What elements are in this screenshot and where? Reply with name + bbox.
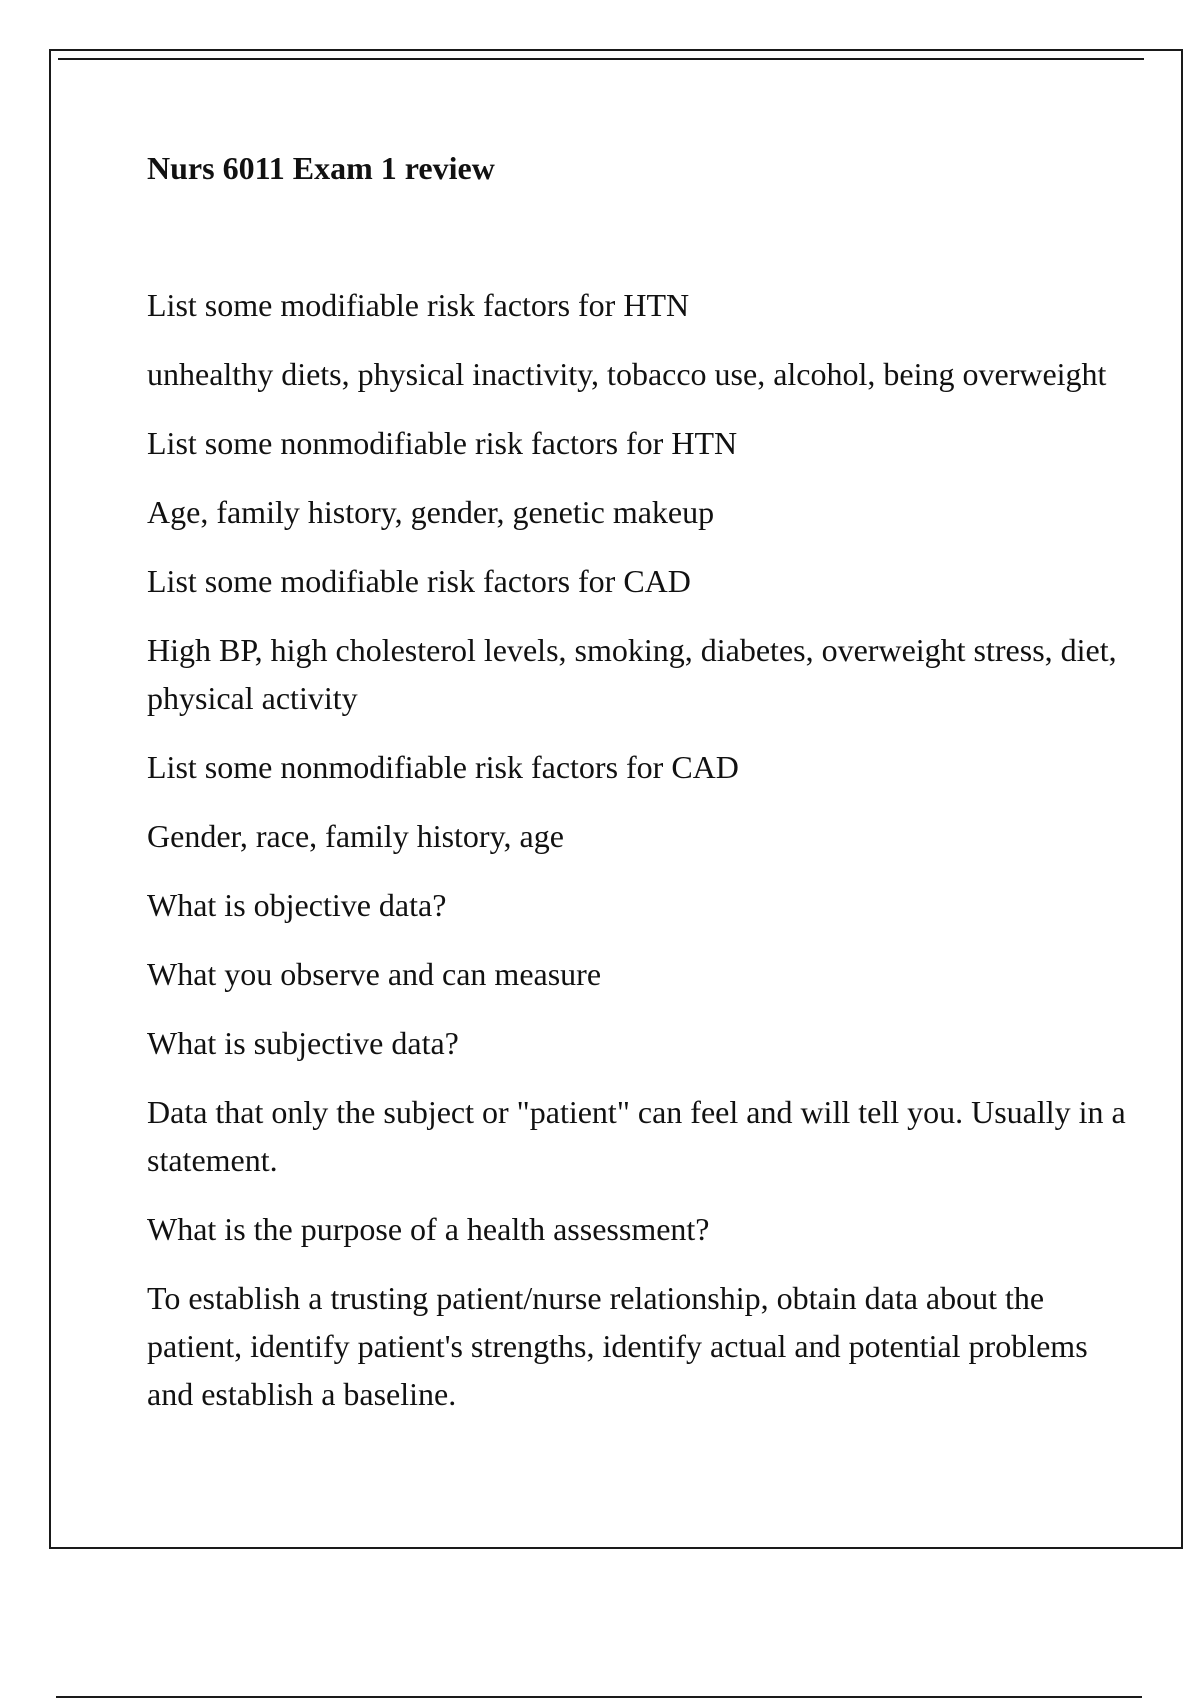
answer-subjective-data: Data that only the subject or "patient" can feel and will tell you. Usually in a statement. bbox=[147, 1094, 1126, 1178]
bottom-rule bbox=[56, 1696, 1142, 1698]
question-htn-nonmodifiable: List some nonmodifiable risk factors for HTN bbox=[147, 425, 738, 461]
qa-list bbox=[147, 281, 1137, 1439]
answer-health-assessment: To establish a trusting patient/nurse relationship, obtain data about the patient, identify patient's strengths, identify actual and potential problems and establish a baseline. bbox=[147, 1280, 1088, 1412]
page-frame bbox=[49, 49, 1183, 1549]
answer-cad-nonmodifiable: Gender, race, family history, age bbox=[147, 818, 564, 854]
question-htn-modifiable: List some modifiable risk factors for HTN bbox=[147, 287, 690, 323]
question-cad-nonmodifiable: List some nonmodifiable risk factors for CAD bbox=[147, 749, 739, 785]
answer-htn-modifiable: unhealthy diets, physical inactivity, tobacco use, alcohol, being overweight bbox=[147, 356, 1107, 392]
top-rule bbox=[58, 58, 1144, 60]
answer-cad-modifiable: High BP, high cholesterol levels, smoking, diabetes, overweight stress, diet, physical activity bbox=[147, 632, 1117, 716]
document-content bbox=[147, 148, 1137, 1412]
question-cad-modifiable: List some modifiable risk factors for CAD bbox=[147, 563, 691, 599]
answer-objective-data: What you observe and can measure bbox=[147, 956, 602, 992]
question-health-assessment: What is the purpose of a health assessment? bbox=[147, 1211, 710, 1247]
question-objective-data: What is objective data? bbox=[147, 887, 447, 923]
document-title: Nurs 6011 Exam 1 review bbox=[147, 150, 495, 186]
answer-htn-nonmodifiable: Age, family history, gender, genetic makeup bbox=[147, 494, 715, 530]
question-subjective-data: What is subjective data? bbox=[147, 1025, 459, 1061]
